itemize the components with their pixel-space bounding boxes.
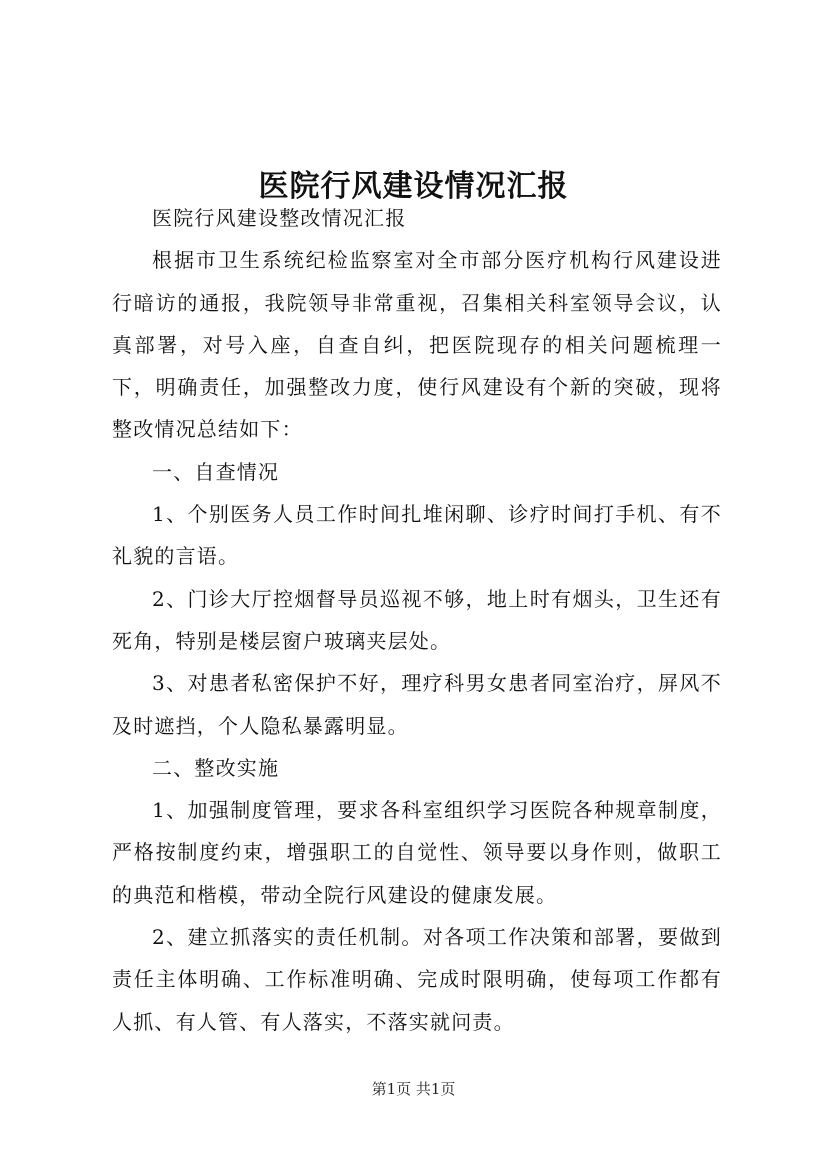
list-item: 1、个别医务人员工作时间扎堆闲聊、诊疗时间打手机、有不礼貌的言语。	[112, 502, 722, 569]
document-title: 医院行风建设情况汇报	[258, 169, 569, 205]
page-footer: 第1页 共1页	[371, 1080, 456, 1098]
document-body	[112, 197, 722, 1043]
intro-paragraph: 根据市卫生系统纪检监察室对全市部分医疗机构行风建设进行暗访的通报，我院领导非常重视，召集相关科室领导会议，认真部署，对号入座，自查自纠，把医院现存的相关问题梳理一下，明确责任，加强整改力度，使行风建设有个新的突破，现将整改情况总结如下：	[112, 248, 722, 442]
list-item: 3、对患者私密保护不好，理疗科男女患者同室治疗，屏风不及时遮挡，个人隐私暴露明显。	[112, 671, 722, 738]
list-item: 1、加强制度管理，要求各科室组织学习医院各种规章制度，严格按制度约束，增强职工的自觉性、领导要以身作则，做职工的典范和楷模，带动全院行风建设的健康发展。	[112, 798, 722, 907]
section-heading-self-inspection: 一、自查情况	[152, 459, 280, 484]
list-item: 2、门诊大厅控烟督导员巡视不够，地上时有烟头，卫生还有死角，特别是楼层窗户玻璃夹层处。	[112, 586, 722, 653]
subtitle-paragraph: 医院行风建设整改情况汇报	[152, 206, 407, 230]
section-heading-rectification: 二、整改实施	[152, 755, 280, 780]
list-item: 2、建立抓落实的责任机制。对各项工作决策和部署，要做到责任主体明确、工作标准明确、完成时限明确，使每项工作都有人抓、有人管、有人落实，不落实就问责。	[112, 925, 722, 1034]
